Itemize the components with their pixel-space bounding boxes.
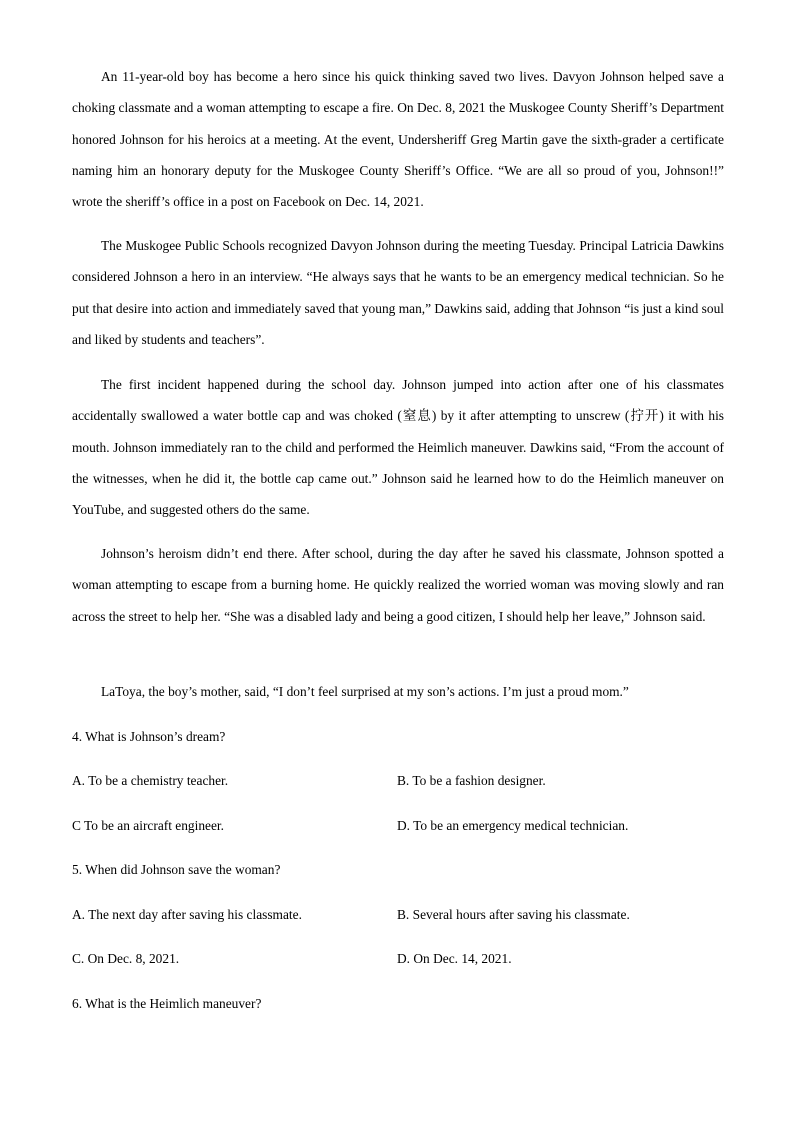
question-5-option-c: C. On Dec. 8, 2021. (72, 951, 180, 966)
question-4-option-d: D. To be an emergency medical technician. (397, 818, 629, 833)
question-4-option-c: C To be an aircraft engineer. (72, 818, 224, 833)
question-6-stem: 6. What is the Heimlich maneuver? (72, 996, 262, 1011)
question-5-stem: 5. When did Johnson save the woman? (72, 862, 281, 877)
passage-paragraph-4: Johnson’s heroism didn’t end there. After school, during the day after he saved his classmate, Johnson spotted a woman attempting to escape from a burning home. He quickly realized the worried woman was moving slowly and ran across the street to help her. “She was a disabled lady and being a good citizen, I should help her leave,” Johnson said. (72, 546, 724, 624)
question-5-option-b: B. Several hours after saving his classmate. (397, 907, 630, 922)
question-4-option-a: A. To be a chemistry teacher. (72, 773, 229, 788)
question-4-option-b: B. To be a fashion designer. (397, 773, 546, 788)
question-5-option-d: D. On Dec. 14, 2021. (397, 951, 512, 966)
passage-paragraph-5: LaToya, the boy’s mother, said, “I don’t feel surprised at my son’s actions. I’m just a proud mom.” (101, 684, 629, 699)
passage-paragraph-3: The first incident happened during the school day. Johnson jumped into action after one of his classmates accidentally swallowed a water bottle cap and was choked (窒息) by it after attempting to unscrew (拧开) it with his mouth. Johnson immediately ran to the child and performed the Heimlich maneuver. Dawkins said, “From the account of the witnesses, when he did it, the bottle cap came out.” Johnson said he learned how to do the Heimlich maneuver on YouTube, and suggested others do the same. (72, 377, 724, 518)
question-4-stem: 4. What is Johnson’s dream? (72, 729, 226, 744)
question-5-option-a: A. The next day after saving his classmate. (72, 907, 302, 922)
passage-paragraph-1: An 11-year-old boy has become a hero since his quick thinking saved two lives. Davyon Johnson helped save a choking classmate and a woman attempting to escape a fire. On Dec. 8, 2021 the Muskogee County Sheriff’s Department honored Johnson for his heroics at a meeting. At the event, Undersheriff Greg Martin gave the sixth-grader a certificate naming him an honorary deputy for the Muskogee County Sheriff’s Office. “We are all so proud of you, Johnson!!” wrote the sheriff’s office in a post on Facebook on Dec. 14, 2021. (72, 69, 724, 210)
passage-paragraph-2: The Muskogee Public Schools recognized Davyon Johnson during the meeting Tuesday. Principal Latricia Dawkins considered Johnson a hero in an interview. “He always says that he wants to be an emergency medical technician. So he put that desire into action and immediately saved that young man,” Dawkins said, adding that Johnson “is just a kind soul and liked by students and teachers”. (72, 238, 724, 347)
